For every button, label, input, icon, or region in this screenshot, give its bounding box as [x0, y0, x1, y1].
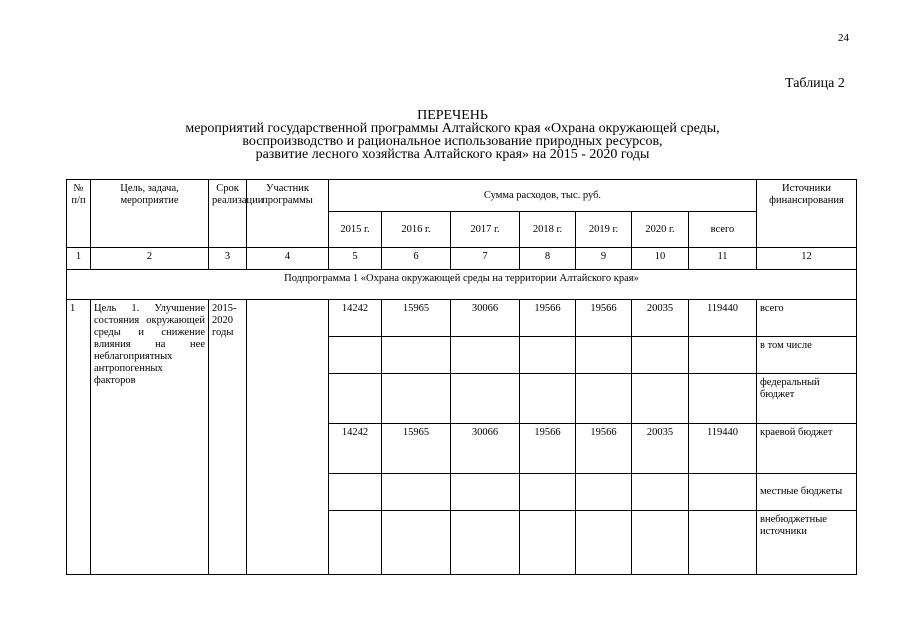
column-number: 7: [451, 248, 520, 270]
header-term: Срок реализации: [209, 180, 247, 248]
value-cell: [576, 337, 632, 374]
value-cell: [632, 337, 689, 374]
column-number: 11: [689, 248, 757, 270]
column-number: 12: [757, 248, 857, 270]
value-cell: [329, 337, 382, 374]
value-cell: 19566: [520, 300, 576, 337]
column-number: 9: [576, 248, 632, 270]
value-cell: [632, 474, 689, 511]
value-cell: [451, 474, 520, 511]
value-cell: [689, 337, 757, 374]
table-row: [67, 300, 857, 337]
row-participant: [247, 300, 329, 575]
header-goal: Цель, задача, мероприятие: [91, 180, 209, 248]
value-cell: 19566: [520, 424, 576, 474]
header-sum: Сумма расходов, тыс. руб.: [329, 180, 757, 212]
header-total: всего: [689, 212, 757, 248]
value-cell: [632, 511, 689, 575]
value-cell: 19566: [576, 424, 632, 474]
value-cell: 30066: [451, 300, 520, 337]
document-title: [0, 109, 905, 161]
value-cell: 20035: [632, 300, 689, 337]
value-cell: [329, 511, 382, 575]
value-cell: [576, 374, 632, 424]
value-cell: 15965: [382, 424, 451, 474]
value-cell: [451, 337, 520, 374]
source-cell: внебюджетные источники: [757, 511, 857, 575]
value-cell: 19566: [576, 300, 632, 337]
column-number: 6: [382, 248, 451, 270]
header-year-2015: 2015 г.: [329, 212, 382, 248]
value-cell: [520, 337, 576, 374]
value-cell: [329, 374, 382, 424]
value-cell: 119440: [689, 300, 757, 337]
value-cell: [520, 511, 576, 575]
row-term: 2015-2020 годы: [209, 300, 247, 575]
column-number: 5: [329, 248, 382, 270]
column-number: 8: [520, 248, 576, 270]
header-year-2016: 2016 г.: [382, 212, 451, 248]
column-number: 2: [91, 248, 209, 270]
title-line-1: ПЕРЕЧЕНЬ: [417, 108, 488, 123]
table-label: Таблица 2: [785, 76, 845, 91]
column-number: 4: [247, 248, 329, 270]
value-cell: [689, 511, 757, 575]
value-cell: [576, 511, 632, 575]
subprogram-row: [67, 270, 857, 300]
header-year-2019: 2019 г.: [576, 212, 632, 248]
column-number-row: [67, 248, 857, 270]
value-cell: [329, 474, 382, 511]
header-num: № п/п: [67, 180, 91, 248]
header-year-2018: 2018 г.: [520, 212, 576, 248]
row-goal: Цель 1. Улучшение состояния окружающей среды и снижение влияния на нее неблагоприятных антропогенных факторов: [91, 300, 209, 575]
value-cell: 15965: [382, 300, 451, 337]
title-line-4: развитие лесного хозяйства Алтайского края» на 2015 - 2020 годы: [255, 147, 650, 162]
value-cell: [382, 337, 451, 374]
subprogram-title: Подпрограмма 1 «Охрана окружающей среды на территории Алтайского края»: [67, 270, 857, 300]
header-year-2020: 2020 г.: [632, 212, 689, 248]
title-line-3: воспроизводство и рациональное использование природных ресурсов,: [242, 134, 663, 149]
source-cell: краевой бюджет: [757, 424, 857, 474]
header-row-1: [67, 180, 857, 212]
column-number: 1: [67, 248, 91, 270]
measures-table: [66, 179, 857, 575]
title-line-2: мероприятий государственной программы Алтайского края «Охрана окружающей среды,: [185, 121, 720, 136]
value-cell: [382, 474, 451, 511]
value-cell: [520, 374, 576, 424]
value-cell: [689, 474, 757, 511]
row-num: 1: [67, 300, 91, 575]
source-cell: федеральный бюджет: [757, 374, 857, 424]
value-cell: [451, 511, 520, 575]
value-cell: [451, 374, 520, 424]
value-cell: 30066: [451, 424, 520, 474]
value-cell: [382, 374, 451, 424]
source-cell: всего: [757, 300, 857, 337]
value-cell: [632, 374, 689, 424]
value-cell: [689, 374, 757, 424]
column-number: 3: [209, 248, 247, 270]
page-number: 24: [838, 32, 849, 44]
value-cell: 14242: [329, 424, 382, 474]
header-year-2017: 2017 г.: [451, 212, 520, 248]
source-cell: местные бюджеты: [757, 474, 857, 511]
value-cell: [576, 474, 632, 511]
value-cell: 14242: [329, 300, 382, 337]
value-cell: [520, 474, 576, 511]
value-cell: [382, 511, 451, 575]
column-number: 10: [632, 248, 689, 270]
value-cell: 119440: [689, 424, 757, 474]
header-participant: Участник программы: [247, 180, 329, 248]
header-sources: Источники финансирования: [757, 180, 857, 248]
source-cell: в том числе: [757, 337, 857, 374]
value-cell: 20035: [632, 424, 689, 474]
